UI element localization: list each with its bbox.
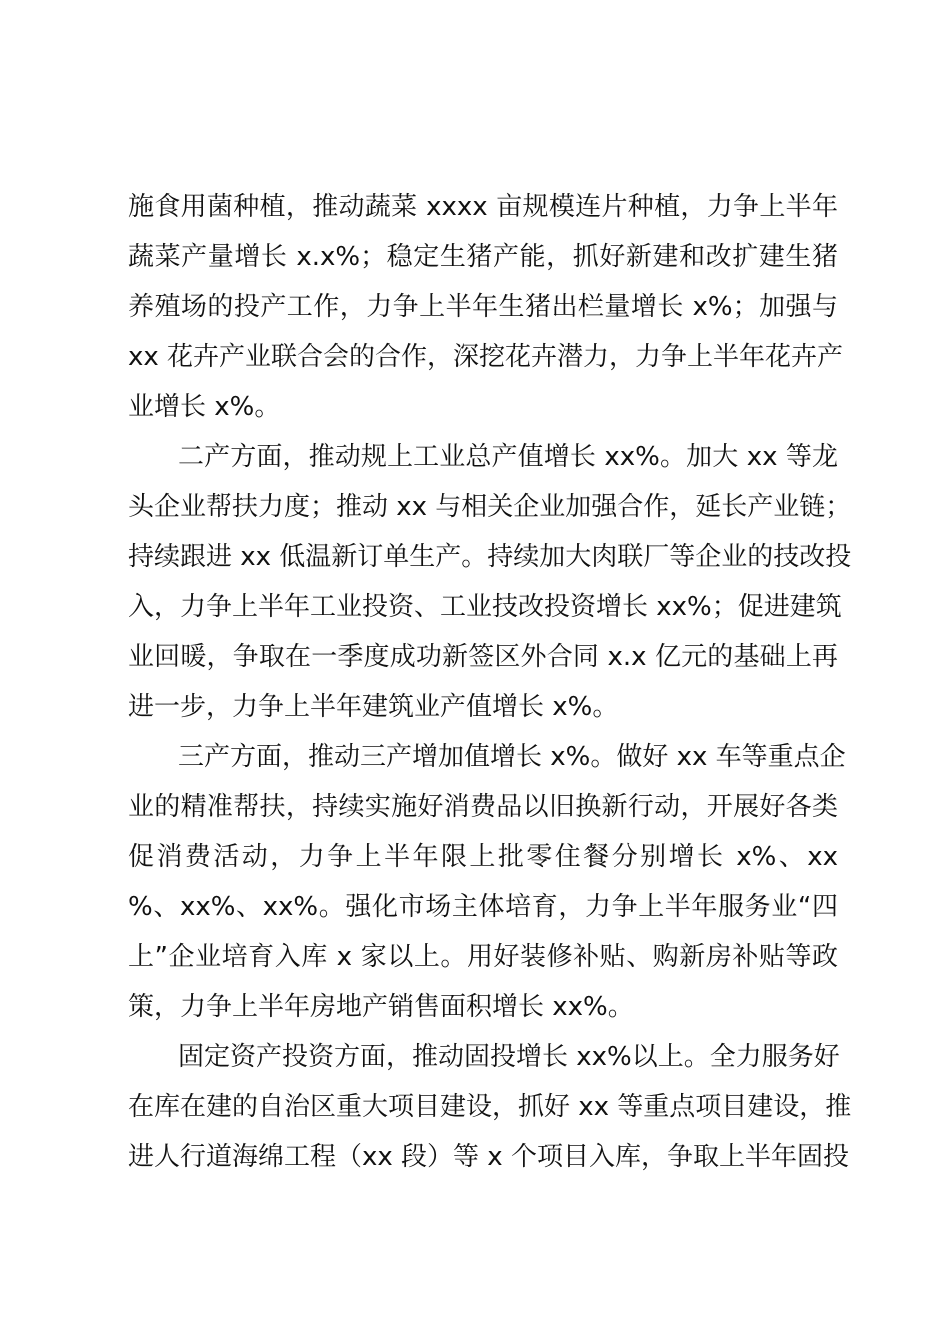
text-line: 二产方面，推动规上工业总产值增长 xx%。加大 xx 等龙 — [178, 442, 838, 472]
text-line: 上”企业培育入库 x 家以上。用好装修补贴、购新房补贴等政 — [128, 942, 838, 972]
text-line: 策，力争上半年房地产销售面积增长 xx%。 — [128, 992, 634, 1022]
text-line: xx 花卉产业联合会的合作，深挖花卉潜力，力争上半年花卉产 — [128, 342, 844, 372]
text-line: 进人行道海绵工程（xx 段）等 x 个项目入库，争取上半年固投 — [128, 1142, 849, 1172]
text-line: 在库在建的自治区重大项目建设，抓好 xx 等重点项目建设，推 — [128, 1092, 852, 1122]
text-line: 进一步，力争上半年建筑业产值增长 x%。 — [128, 692, 619, 722]
document-body — [128, 182, 852, 1182]
text-line: 业回暖，争取在一季度成功新签区外合同 x.x 亿元的基础上再 — [128, 642, 838, 672]
text-line: 业的精准帮扶，持续实施好消费品以旧换新行动，开展好各类 — [128, 792, 838, 822]
text-line: 三产方面，推动三产增加值增长 x%。做好 xx 车等重点企 — [178, 742, 846, 772]
text-line: 施食用菌种植，推动蔬菜 xxxx 亩规模连片种植，力争上半年 — [128, 192, 838, 222]
text-line: 入，力争上半年工业投资、工业技改投资增长 xx%；促进建筑 — [128, 592, 842, 622]
text-line: 蔬菜产量增长 x.x%；稳定生猪产能，抓好新建和改扩建生猪 — [128, 242, 838, 272]
text-line: 促消费活动，力争上半年限上批零住餐分别增长 x%、xx — [128, 842, 838, 872]
text-line: 业增长 x%。 — [128, 392, 281, 422]
text-line: 持续跟进 xx 低温新订单生产。持续加大肉联厂等企业的技改投 — [128, 542, 852, 572]
text-line: 养殖场的投产工作，力争上半年生猪出栏量增长 x%；加强与 — [128, 292, 838, 322]
text-line: 固定资产投资方面，推动固投增长 xx%以上。全力服务好 — [178, 1042, 840, 1072]
text-line: %、xx%、xx%。强化市场主体培育，力争上半年服务业“四 — [128, 892, 838, 922]
text-line: 头企业帮扶力度；推动 xx 与相关企业加强合作，延长产业链； — [128, 492, 852, 522]
